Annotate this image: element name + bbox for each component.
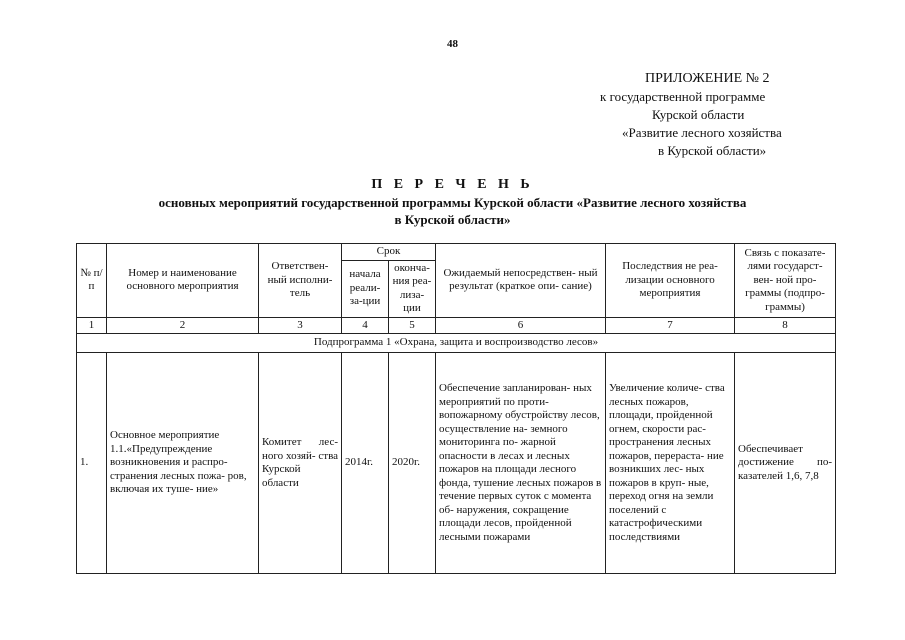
table-row <box>77 353 836 574</box>
row-expected: Обеспечение запланирован- ных мероприятий по проти- вопожарному обустройству лесов, осуществление на- земного мониторинга по- жарной опасности в лесах и лесных пожаров на площади лесного фонда, тушение лесных пожаров в течение первых суток с момента об- наружения, сокращение площади лесов, пройденной лесными пожарами <box>436 353 606 574</box>
row-start: 2014г. <box>342 353 389 574</box>
row-end: 2020г. <box>389 353 436 574</box>
column-number: 6 <box>436 317 606 334</box>
header-executor: Ответствен- ный исполни- тель <box>259 244 342 318</box>
column-number-row <box>77 317 836 334</box>
column-number: 5 <box>389 317 436 334</box>
appendix-block <box>600 70 830 160</box>
row-num: 1. <box>77 353 107 574</box>
column-number: 1 <box>77 317 107 334</box>
header-name: Номер и наименование основного мероприятия <box>107 244 259 318</box>
header-consequences: Последствия не реа- лизации основного мероприятия <box>606 244 735 318</box>
row-link: Обеспечивает достижение по- казателей 1,6, 7,8 <box>735 353 836 574</box>
document-title <box>0 176 905 228</box>
row-executor: Комитет лес- ного хозяй- ства Курской области <box>259 353 342 574</box>
header-expected: Ожидаемый непосредствен- ный результат (краткое опи- сание) <box>436 244 606 318</box>
header-term: Срок <box>342 244 436 261</box>
appendix-line: Курской области <box>652 107 745 122</box>
header-link: Связь с показате- лями государст- вен- ной про- граммы (подпро- граммы) <box>735 244 836 318</box>
header-end: оконча- ния реа- лиза-ции <box>389 260 436 317</box>
subprogram-row <box>77 334 836 353</box>
header-start: начала реали- за-ции <box>342 260 389 317</box>
header-row <box>77 244 836 261</box>
appendix-line: «Развитие лесного хозяйства <box>622 125 782 140</box>
title-line: в Курской области» <box>394 212 511 227</box>
title-heading: П Е Р Е Ч Е Н Ь <box>371 177 534 192</box>
column-number: 2 <box>107 317 259 334</box>
page-number: 48 <box>447 38 458 50</box>
appendix-line: в Курской области» <box>658 143 767 158</box>
appendix-title: ПРИЛОЖЕНИЕ № 2 <box>645 71 770 86</box>
column-number: 3 <box>259 317 342 334</box>
column-number: 4 <box>342 317 389 334</box>
row-name: Основное мероприятие 1.1.«Предупреждение возникновения и распро- странения лесных пожа- ров, включая их туше- ние» <box>107 353 259 574</box>
column-number: 7 <box>606 317 735 334</box>
appendix-line: к государственной программе <box>600 89 766 104</box>
subprogram-title: Подпрограмма 1 «Охрана, защита и воспроизводство лесов» <box>77 334 836 353</box>
title-line: основных мероприятий государственной программы Курской области «Развитие лесного хозяйства <box>158 195 747 210</box>
header-num: № п/п <box>77 244 107 318</box>
column-number: 8 <box>735 317 836 334</box>
measures-table <box>76 243 836 574</box>
row-consequences: Увеличение количе- ства лесных пожаров, площади, пройденной огнем, скорости рас- пространения лесных пожаров, перераста- ние возникших лес- ных пожаров в круп- ные, переход огня на земли поселений с катастрофическими последствиями <box>606 353 735 574</box>
